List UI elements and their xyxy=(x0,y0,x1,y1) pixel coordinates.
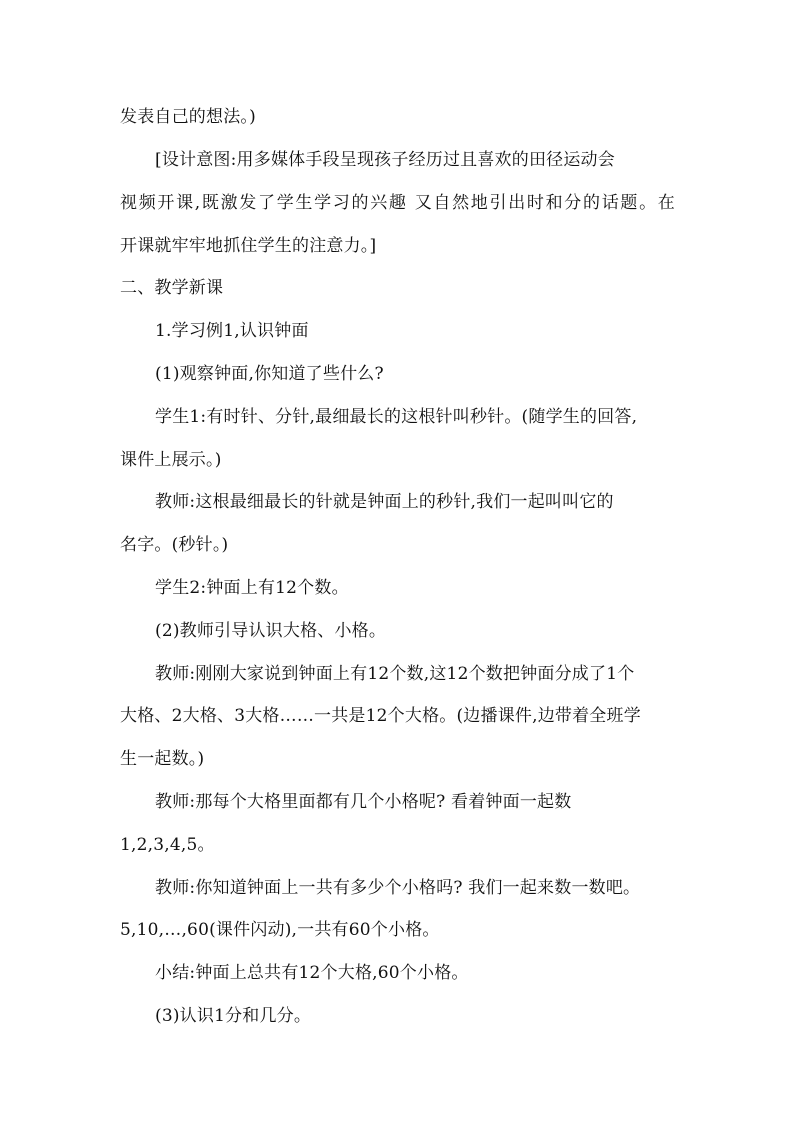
text-line: 教师:你知道钟面上一共有多少个小格吗? 我们一起来数一数吧。 xyxy=(155,878,641,898)
text-line: 5,10,…,60(课件闪动),一共有60个小格。 xyxy=(120,920,440,940)
text-line: 课件上展示。) xyxy=(120,450,222,470)
text-line: 开课就牢牢地抓住学生的注意力。] xyxy=(120,236,377,256)
text-line: [设计意图:用多媒体手段呈现孩子经历过且喜欢的田径运动会 xyxy=(155,150,615,170)
text-line: 大格、2大格、3大格……一共是12个大格。(边播课件,边带着全班学 xyxy=(120,706,641,726)
text-line: 生一起数。) xyxy=(120,749,205,769)
subsection-heading: 1.学习例1,认识钟面 xyxy=(155,321,309,341)
text-line: 视频开课,既激发了学生学习的兴趣 又自然地引出时和分的话题。在 xyxy=(120,193,675,213)
text-line: 小结:钟面上总共有12个大格,60个小格。 xyxy=(155,963,469,983)
text-line: 学生1:有时针、分针,最细最长的这根针叫秒针。(随学生的回答, xyxy=(155,407,638,427)
text-line: 学生2:钟面上有12个数。 xyxy=(155,578,349,598)
text-line: (3)认识1分和几分。 xyxy=(155,1006,312,1026)
section-heading: 二、教学新课 xyxy=(120,278,224,298)
text-line: (1)观察钟面,你知道了些什么? xyxy=(155,364,384,384)
text-line: 发表自己的想法。) xyxy=(120,107,256,127)
text-line: (2)教师引导认识大格、小格。 xyxy=(155,621,387,641)
text-line: 1,2,3,4,5。 xyxy=(120,835,215,855)
text-line: 教师:刚刚大家说到钟面上有12个数,这12个数把钟面分成了1个 xyxy=(155,664,635,684)
text-line: 教师:这根最细最长的针就是钟面上的秒针,我们一起叫叫它的 xyxy=(155,492,614,512)
text-line: 名字。(秒针。) xyxy=(120,535,229,555)
text-line: 教师:那每个大格里面都有几个小格呢? 看着钟面一起数 xyxy=(155,792,572,812)
